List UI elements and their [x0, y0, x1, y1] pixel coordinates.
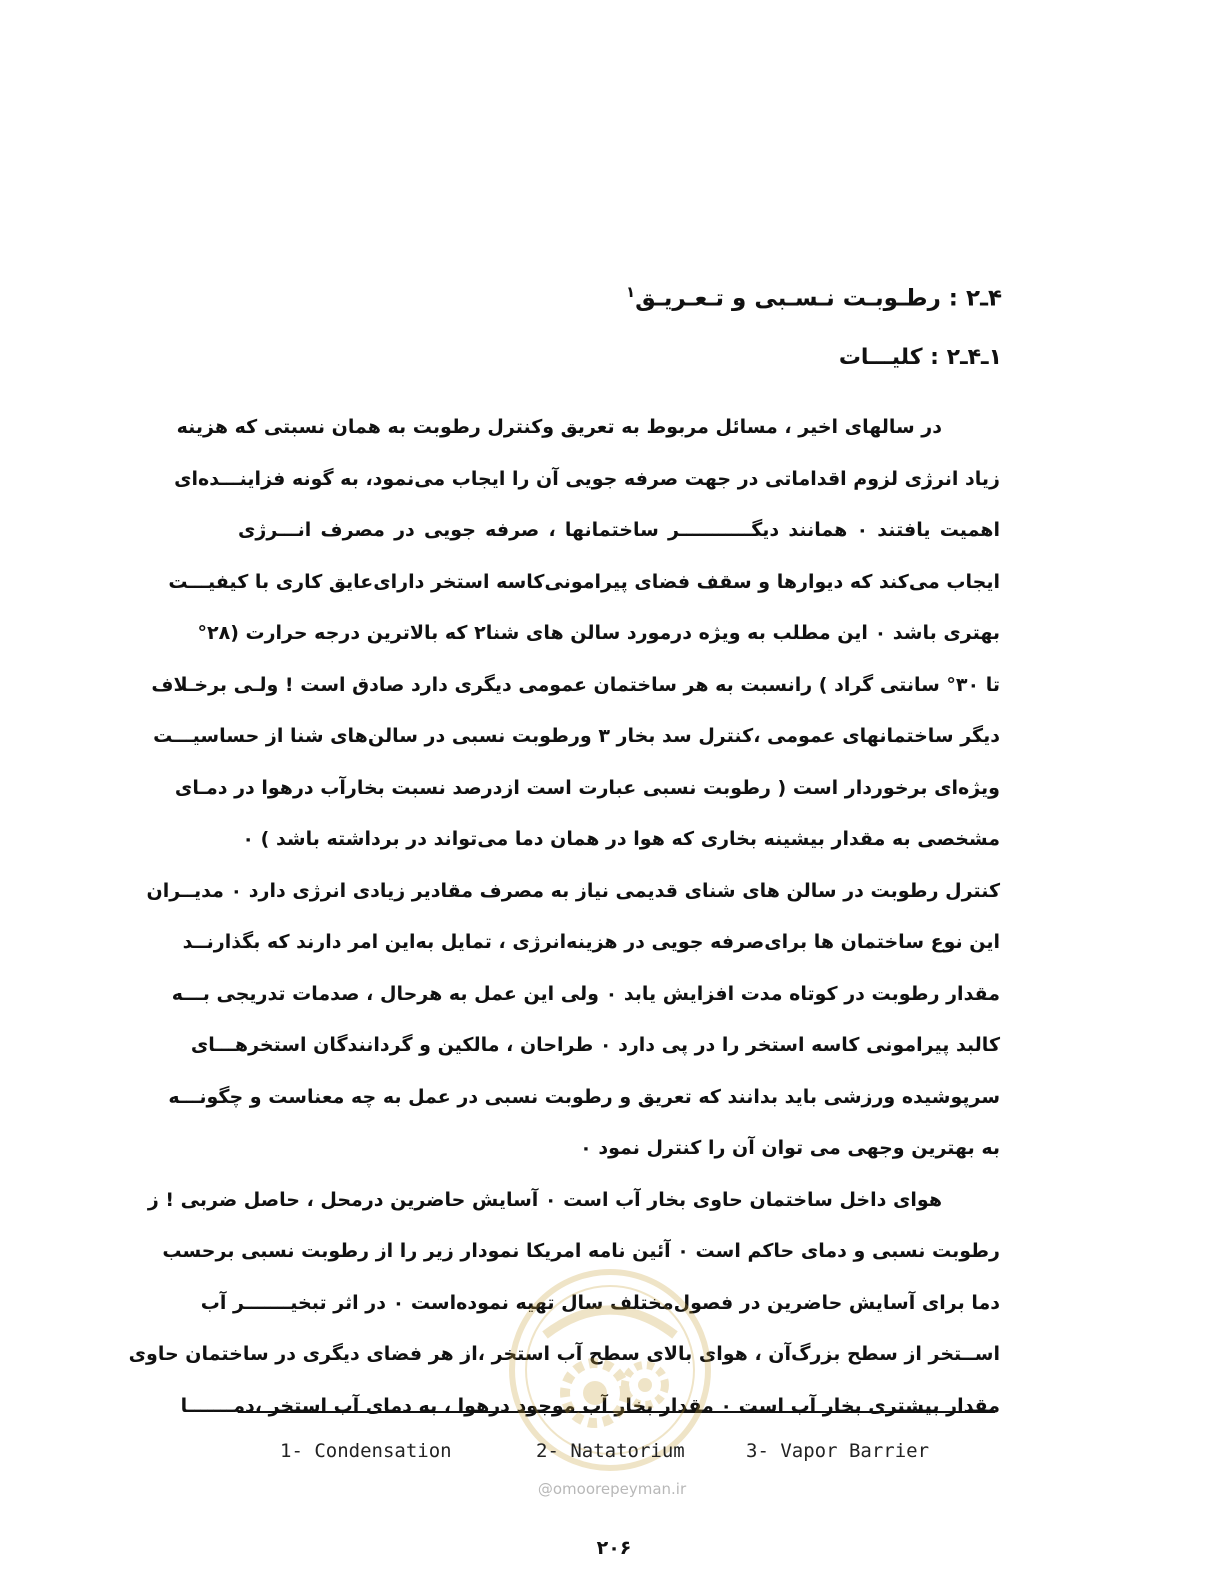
section-heading-text: ۴ـ۲ : رطـوبـت نـسـبی و تـعـریـق — [635, 285, 1002, 312]
text-line: دیگر ساختمانهای عمومی ،کنترل سد بخار ۳ ورطوبت نسبی در سالن‌های شنا از حساسیـــت — [153, 725, 1000, 747]
text-line: مقدار رطوبت در کوتاه مدت افزایش یابد ۰ ولی این عمل به هرحال ، صدمات تدریجی بـــه — [171, 982, 1000, 1005]
text-line: دما برای آسایش حاضرین در فصول‌مختلف سال تهیه نموده‌است ۰ در اثر تبخیـــــــر آب — [200, 1291, 1000, 1314]
text-line: مقدار بیشتری بخار آب است ۰ مقدار بخار آب موجود درهوا ، به دمای آب استخر ،دمـــــــا — [180, 1394, 1000, 1417]
text-line: در سالهای اخیر ، مسائل مربوط به تعریق وکنترل رطوبت به همان نسبتی که هزینه — [176, 416, 942, 438]
text-line: این نوع ساختمان ها برای‌صرفه جویی در هزینه‌انرژی ، تمایل به‌این امر دارند که بگذارنــد — [182, 931, 1000, 953]
text-line: کالبد پیرامونی کاسه استخر را در پی دارد ۰ طراحان ، مالکین و گردانندگان استخرهـــای — [190, 1034, 1000, 1056]
text-line: بهتری باشد ۰ این مطلب به ویژه درمورد سالن های شنا۲ که بالاترین درجه حرارت (۲۸° — [197, 622, 1000, 644]
text-line: به بهترین وجهی می توان آن را کنترل نمود ۰ — [580, 1137, 1000, 1159]
footnote-3: 3- Vapor Barrier — [746, 1440, 930, 1462]
text-line: اســتخر از سطح بزرگ‌آن ، هوای بالای سطح آب استخر ،از هر فضای دیگری در ساختمان حاوی — [128, 1343, 1000, 1365]
footnotes — [280, 1440, 940, 1474]
footnote-1: 1- Condensation — [280, 1440, 452, 1462]
footnote-2: 2- Natatorium — [536, 1440, 685, 1462]
text-line: اهمیت یافتند ۰ همانند دیگـــــــــــر ساختمانها ، صرفه جویی در مصرف انـــرژی — [238, 519, 1000, 541]
text-line: ایجاب می‌کند که دیوارها و سقف فضای پیرامونی‌کاسه استخر دارای‌عایق کاری با کیفیـــت — [168, 570, 1000, 593]
watermark-text: @omoorepeyman.ir — [537, 1480, 687, 1498]
section-heading — [626, 283, 1002, 312]
text-line: مشخصی به مقدار بیشینه بخاری که هوا در همان دما می‌تواند در برداشته باشد ) ۰ — [242, 828, 1000, 850]
section-heading-note-marker: ۱ — [626, 283, 636, 301]
text-line: ویژه‌ای برخوردار است ( رطوبت نسبی عبارت است ازدرصد نسبت بخارآب درهوا در دمـای — [174, 776, 1000, 799]
text-line: رطوبت نسبی و دمای حاکم است ۰ آئین نامه امریکا نمودار زیر را از رطوبت نسبی برحسب — [162, 1240, 1000, 1262]
page-number: ۲۰۶ — [596, 1537, 632, 1559]
subsection-heading: ۱ـ۴ـ۲ : کلیـــات — [838, 345, 1002, 370]
text-line: کنترل رطوبت در سالن های شنای قدیمی نیاز به مصرف مقادیر زیادی انرژی دارد ۰ مدیــران — [146, 879, 1000, 902]
text-line: هوای داخل ساختمان حاوی بخار آب است ۰ آسایش حاضرین درمحل ، حاصل ضربی ! ز — [147, 1188, 942, 1211]
text-line: تا ۳۰° سانتی گراد ) رانسبت به هر ساختمان عمومی دیگری دارد صادق است ! ولـی برخـلاف — [151, 673, 1000, 696]
text-line: سرپوشیده ورزشی باید بدانند که تعریق و رطوبت نسبی در عمل به چه معناست و چگونـــه — [168, 1085, 1000, 1108]
text-line: زیاد انرژی لزوم اقداماتی در جهت صرفه جویی آن را ایجاب می‌نمود، به گونه فزاینـــده‌ای — [174, 467, 1000, 490]
